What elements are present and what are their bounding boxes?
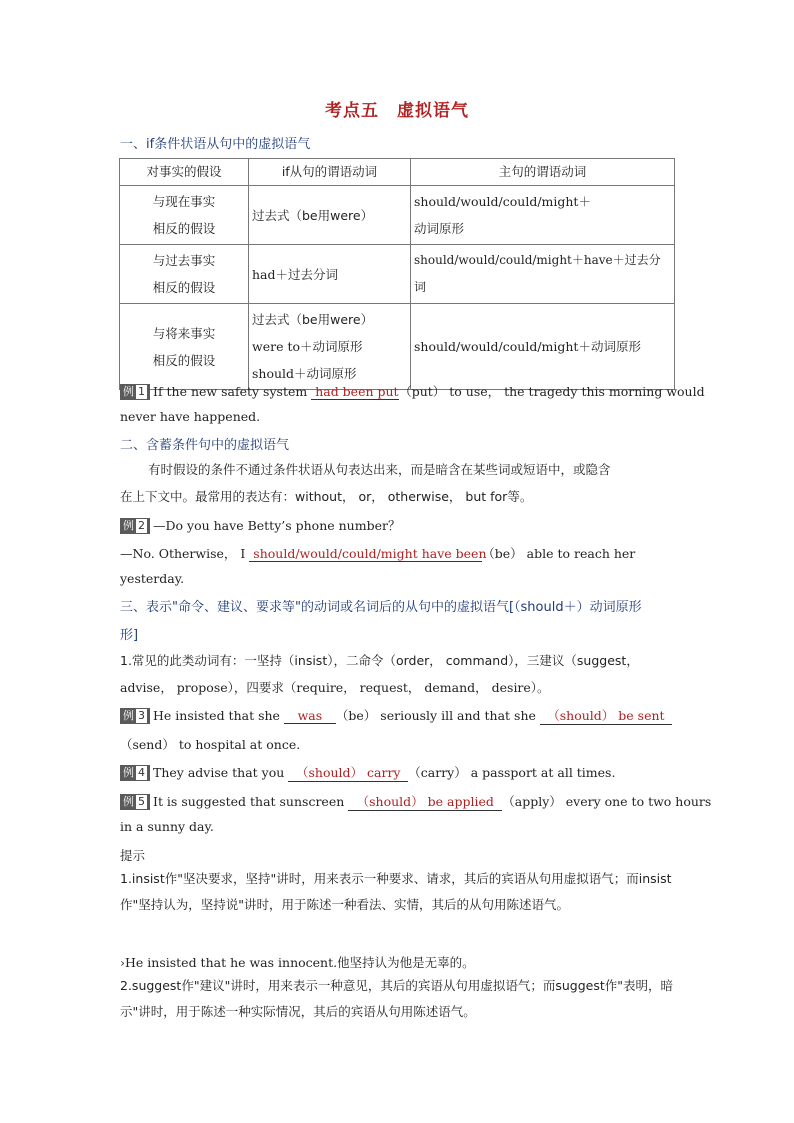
badge-number: 5 — [138, 795, 145, 808]
example-text: （carry） a passport at all times. — [408, 765, 616, 780]
example-text: He insisted that she — [153, 708, 284, 723]
section-heading-2: 二、含蓄条件句中的虚拟语气 — [120, 438, 290, 453]
badge-label: 例 — [123, 385, 134, 398]
table-row — [120, 245, 675, 304]
cell-line: 过去式（be用were） — [252, 312, 374, 327]
tips-heading: 提示 — [120, 848, 146, 863]
answer-blank: （should） be sent — [540, 706, 672, 725]
example-text: If the new safety system — [153, 384, 312, 399]
example-2-line2 — [120, 544, 635, 562]
example-3-line2: （send） to hospital at once. — [120, 737, 301, 752]
cell-line: 与将来事实 — [152, 325, 216, 341]
table-cell — [120, 304, 249, 390]
cell-line: should＋动词原形 — [252, 366, 357, 381]
paragraph-line: advise， propose），四要求（require， request， demand， desire）。 — [120, 680, 550, 695]
table-cell — [411, 186, 675, 245]
answer-blank: （should） carry — [288, 763, 408, 782]
cell-line: should/would/could/might＋ — [414, 194, 591, 209]
example-badge — [120, 708, 150, 724]
page-title: 考点五 虚拟语气 — [325, 101, 469, 121]
table-header-row — [120, 159, 675, 186]
example-text: They advise that you — [153, 765, 289, 780]
table-row — [120, 186, 675, 245]
section-heading-3-cont: 形] — [120, 628, 139, 643]
cell-line: 相反的假设 — [152, 221, 216, 236]
example-2-line3: yesterday. — [120, 571, 185, 586]
example-badge — [120, 765, 150, 781]
answer-blank: was — [284, 708, 336, 724]
example-badge — [120, 384, 150, 400]
badge-number: 4 — [138, 766, 145, 779]
section-heading-1: 一、if条件状语从句中的虚拟语气 — [120, 137, 311, 152]
example-text: It is suggested that sunscreen — [153, 794, 349, 809]
example-text: —No. Otherwise， I — [120, 546, 250, 561]
badge-number: 1 — [138, 385, 145, 398]
badge-number: 2 — [138, 519, 145, 532]
cell-line: 相反的假设 — [152, 352, 216, 368]
table-cell: should/would/could/might＋have＋过去分词 — [411, 245, 675, 304]
badge-label: 例 — [123, 709, 134, 722]
table-cell: had＋过去分词 — [249, 245, 411, 304]
table-header-cell: if从句的谓语动词 — [249, 159, 411, 186]
table-cell — [120, 186, 249, 245]
table-header-cell: 对事实的假设 — [120, 159, 249, 186]
table-cell — [120, 245, 249, 304]
table-row — [120, 304, 675, 390]
answer-blank: should/would/could/might have been — [249, 546, 482, 562]
example-4 — [120, 763, 615, 782]
example-text: （be） seriously ill and that she — [335, 708, 540, 723]
cell-line: were to＋动词原形 — [252, 339, 363, 354]
cell-line: 相反的假设 — [152, 280, 216, 295]
table-cell: 过去式（be用were） — [249, 186, 411, 245]
example-text: （be） able to reach her — [482, 546, 636, 561]
badge-label: 例 — [123, 766, 134, 779]
badge-number: 3 — [138, 709, 145, 722]
subjunctive-table — [119, 158, 675, 390]
tip-1-example: ›He insisted that he was innocent.他坚持认为他是无辜的。 — [120, 955, 475, 970]
answer-blank: had been put — [311, 384, 399, 400]
example-1 — [120, 382, 705, 400]
tip-1: 1.insist作"坚决要求，坚持"讲时，用来表示一种要求、请求，其后的宾语从句用虚拟语气；而insist作"坚持认为，坚持说"讲时，用于陈述一种看法、实情，其后的从句用陈述语气。 — [120, 871, 672, 912]
table-cell — [249, 304, 411, 390]
example-text: —Do you have Betty’s phone number？ — [153, 518, 401, 533]
paragraph-line: 在上下文中。最常用的表达有：without， or， otherwise， but for等。 — [120, 489, 533, 504]
section-heading-3: 三、表示"命令、建议、要求等"的动词或名词后的从句中的虚拟语气[（should＋）动词原形 — [120, 600, 642, 615]
tip-2: 2.suggest作"建议"讲时，用来表示一种意见，其后的宾语从句用虚拟语气；而suggest作"表明，暗示"讲时，用于陈述一种实际情况，其后的宾语从句用陈述语气。 — [120, 978, 673, 1019]
badge-label: 例 — [123, 519, 134, 532]
answer-blank: （should） be applied — [348, 792, 502, 811]
example-1-line2: never have happened. — [120, 409, 261, 424]
cell-line: 与现在事实 — [152, 194, 216, 209]
badge-label: 例 — [123, 795, 134, 808]
example-text: （apply） every one to two hours — [502, 794, 712, 809]
example-3 — [120, 706, 672, 725]
paragraph-line: 有时假设的条件不通过条件状语从句表达出来，而是暗含在某些词或短语中，或隐含 — [148, 462, 611, 477]
table-cell: should/would/could/might＋动词原形 — [411, 304, 675, 390]
cell-line: 与过去事实 — [152, 253, 216, 268]
paragraph-line: 1.常见的此类动词有：一坚持（insist），二命令（order， command），三建议（suggest， — [120, 653, 639, 668]
table-header-cell: 主句的谓语动词 — [411, 159, 675, 186]
example-badge — [120, 518, 150, 534]
example-5-line2: in a sunny day. — [120, 819, 214, 834]
cell-line: 动词原形 — [414, 221, 465, 236]
example-2 — [120, 516, 400, 534]
example-text: （put） to use， the tragedy this morning would — [399, 384, 705, 399]
example-badge — [120, 794, 150, 810]
example-5 — [120, 792, 711, 811]
